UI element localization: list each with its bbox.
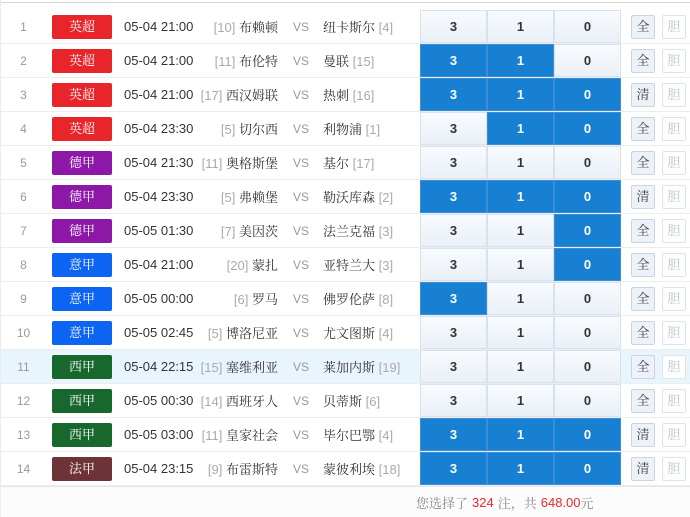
pick-win-button[interactable]: 3 <box>420 78 487 111</box>
vs-label: VS <box>292 461 309 476</box>
pick-draw-button[interactable]: 1 <box>487 316 554 349</box>
match-list <box>1 10 690 486</box>
home-team <box>200 221 284 240</box>
away-name: 纽卡斯尔 <box>323 20 376 35</box>
match-row <box>1 316 690 350</box>
dan-button[interactable]: 胆 <box>662 151 686 175</box>
home-rank: [17] <box>200 88 223 103</box>
match-number: 1 <box>20 19 27 34</box>
select-all-button[interactable]: 全 <box>631 321 655 345</box>
pick-draw-button[interactable]: 1 <box>487 78 554 111</box>
away-team <box>318 85 420 104</box>
league-badge: 德甲 <box>52 219 112 243</box>
bet-count: 324 <box>472 494 494 510</box>
pick-win-button[interactable]: 3 <box>420 44 487 77</box>
home-name: 蒙扎 <box>251 258 278 273</box>
vs-label: VS <box>292 53 309 68</box>
away-rank: [4] <box>378 326 394 341</box>
dan-button[interactable]: 胆 <box>662 83 686 107</box>
league-badge: 法甲 <box>52 457 112 481</box>
pick-draw-button[interactable]: 1 <box>487 248 554 281</box>
select-all-button[interactable]: 全 <box>631 117 655 141</box>
vs-label: VS <box>292 393 309 408</box>
away-rank: [6] <box>365 394 381 409</box>
home-name: 布伦特 <box>238 54 278 69</box>
dan-button[interactable]: 胆 <box>662 321 686 345</box>
league-badge: 英超 <box>52 49 112 73</box>
pick-lose-button[interactable]: 0 <box>554 10 621 43</box>
row-actions <box>621 219 690 243</box>
match-time: 05-05 03:00 <box>124 427 194 442</box>
pick-win-button[interactable]: 3 <box>420 214 487 247</box>
away-rank: [2] <box>378 190 394 205</box>
home-name: 博洛尼亚 <box>225 326 278 341</box>
home-team <box>200 391 284 410</box>
row-actions <box>621 15 690 39</box>
select-all-button[interactable]: 全 <box>631 355 655 379</box>
row-actions <box>621 151 690 175</box>
away-rank: [4] <box>378 428 394 443</box>
away-team <box>318 153 420 172</box>
match-row <box>1 44 690 78</box>
row-actions <box>621 457 690 481</box>
match-row <box>1 350 690 384</box>
pick-draw-button[interactable]: 1 <box>487 112 554 145</box>
match-number: 2 <box>20 53 27 68</box>
away-rank: [4] <box>378 20 394 35</box>
home-rank: [5] <box>220 190 236 205</box>
away-team <box>318 459 420 478</box>
dan-button[interactable]: 胆 <box>662 457 686 481</box>
away-team <box>318 119 420 138</box>
home-team <box>200 17 284 36</box>
pick-lose-button[interactable]: 0 <box>554 44 621 77</box>
vs-label: VS <box>292 257 309 272</box>
match-time: 05-04 21:00 <box>124 19 194 34</box>
home-rank: [5] <box>207 326 223 341</box>
vs-label: VS <box>292 155 309 170</box>
home-rank: [11] <box>201 156 223 171</box>
away-team <box>318 425 420 444</box>
summary-prefix: 您选择了 <box>416 495 469 511</box>
league-badge: 英超 <box>52 15 112 39</box>
away-name: 蒙彼利埃 <box>323 462 376 477</box>
away-rank: [8] <box>378 292 394 307</box>
away-rank: [16] <box>352 88 375 103</box>
match-row <box>1 384 690 418</box>
match-row <box>1 112 690 146</box>
away-name: 尤文图斯 <box>323 326 376 341</box>
pick-lose-button[interactable]: 0 <box>554 350 621 383</box>
away-rank: [1] <box>365 122 381 137</box>
home-name: 切尔西 <box>238 122 278 137</box>
home-team <box>200 153 284 172</box>
pick-draw-button[interactable]: 1 <box>487 418 554 451</box>
row-actions <box>621 83 690 107</box>
away-team <box>318 289 420 308</box>
summary-suffix: 元 <box>580 495 594 511</box>
select-all-button[interactable]: 清 <box>631 185 655 209</box>
home-name: 弗赖堡 <box>238 190 278 205</box>
select-all-button[interactable]: 清 <box>631 423 655 447</box>
away-name: 亚特兰大 <box>323 258 376 273</box>
away-name: 基尔 <box>323 156 350 171</box>
away-name: 热刺 <box>323 88 350 103</box>
home-team <box>200 85 284 104</box>
select-all-button[interactable]: 全 <box>631 15 655 39</box>
match-row <box>1 248 690 282</box>
away-rank: [15] <box>352 54 375 69</box>
league-badge: 意甲 <box>52 321 112 345</box>
pick-draw-button[interactable]: 1 <box>487 384 554 417</box>
vs-label: VS <box>292 189 309 204</box>
match-number: 7 <box>20 223 27 238</box>
match-row <box>1 418 690 452</box>
away-rank: [19] <box>378 360 401 375</box>
pick-lose-button[interactable]: 0 <box>554 112 621 145</box>
league-badge: 德甲 <box>52 151 112 175</box>
match-number: 5 <box>20 155 27 170</box>
away-rank: [3] <box>378 224 394 239</box>
match-number: 12 <box>16 393 31 408</box>
home-rank: [15] <box>200 360 223 375</box>
match-number: 9 <box>20 291 27 306</box>
match-number: 13 <box>16 427 31 442</box>
pick-lose-button[interactable]: 0 <box>554 384 621 417</box>
home-name: 罗马 <box>251 292 278 307</box>
dan-button[interactable]: 胆 <box>662 287 686 311</box>
league-badge: 西甲 <box>52 423 112 447</box>
pick-draw-button[interactable]: 1 <box>487 10 554 43</box>
pick-lose-button[interactable]: 0 <box>554 214 621 247</box>
league-badge: 德甲 <box>52 185 112 209</box>
match-number: 10 <box>16 325 31 340</box>
away-rank: [17] <box>352 156 375 171</box>
top-divider <box>1 2 690 3</box>
match-time: 05-04 23:15 <box>124 461 194 476</box>
league-badge: 英超 <box>52 117 112 141</box>
dan-button[interactable]: 胆 <box>662 355 686 379</box>
total-amount: 648.00 <box>540 494 581 510</box>
match-number: 11 <box>17 359 30 374</box>
pick-lose-button[interactable]: 0 <box>554 78 621 111</box>
match-time: 05-04 21:00 <box>124 257 194 272</box>
vs-label: VS <box>292 325 309 340</box>
pick-win-button[interactable]: 3 <box>420 10 487 43</box>
match-time: 05-05 00:30 <box>124 393 194 408</box>
home-name: 塞维利亚 <box>225 360 278 375</box>
away-name: 毕尔巴鄂 <box>323 428 376 443</box>
select-all-button[interactable]: 全 <box>631 253 655 277</box>
select-all-button[interactable]: 全 <box>631 151 655 175</box>
home-name: 布雷斯特 <box>225 462 278 477</box>
select-all-button[interactable]: 全 <box>631 219 655 243</box>
home-team <box>200 357 284 376</box>
home-name: 奥格斯堡 <box>225 156 278 171</box>
league-badge: 西甲 <box>52 355 112 379</box>
away-name: 法兰克福 <box>323 224 376 239</box>
row-actions <box>621 355 690 379</box>
dan-button[interactable]: 胆 <box>662 15 686 39</box>
home-name: 美因茨 <box>238 224 278 239</box>
away-name: 贝蒂斯 <box>323 394 363 409</box>
league-badge: 意甲 <box>52 253 112 277</box>
home-rank: [14] <box>200 394 223 409</box>
home-name: 皇家社会 <box>225 428 278 443</box>
home-rank: [11] <box>201 428 223 443</box>
row-actions <box>621 287 690 311</box>
away-rank: [18] <box>378 462 401 477</box>
pick-win-button[interactable]: 3 <box>420 146 487 179</box>
select-all-button[interactable]: 全 <box>631 49 655 73</box>
pick-win-button[interactable]: 3 <box>420 418 487 451</box>
match-row <box>1 146 690 180</box>
pick-win-button[interactable]: 3 <box>420 316 487 349</box>
row-actions <box>621 185 690 209</box>
select-all-button[interactable]: 全 <box>631 287 655 311</box>
away-team <box>318 391 420 410</box>
match-row <box>1 282 690 316</box>
home-team <box>200 289 284 308</box>
row-actions <box>621 117 690 141</box>
home-name: 西班牙人 <box>225 394 278 409</box>
pick-draw-button[interactable]: 1 <box>487 282 554 315</box>
vs-label: VS <box>292 359 309 374</box>
home-team <box>200 255 284 274</box>
match-number: 6 <box>20 189 27 204</box>
pick-lose-button[interactable]: 0 <box>554 180 621 213</box>
away-team <box>318 187 420 206</box>
home-team <box>200 425 284 444</box>
away-team <box>318 221 420 240</box>
row-actions <box>621 321 690 345</box>
match-time: 05-04 23:30 <box>124 189 194 204</box>
match-number: 3 <box>20 87 27 102</box>
pick-win-button[interactable]: 3 <box>420 282 487 315</box>
pick-win-button[interactable]: 3 <box>420 248 487 281</box>
match-time: 05-05 01:30 <box>124 223 194 238</box>
selection-summary-bar <box>1 486 690 517</box>
pick-lose-button[interactable]: 0 <box>554 452 621 485</box>
match-time: 05-04 23:30 <box>124 121 194 136</box>
home-rank: [9] <box>207 462 223 477</box>
pick-win-button[interactable]: 3 <box>420 384 487 417</box>
home-rank: [11] <box>214 54 236 69</box>
dan-button[interactable]: 胆 <box>662 219 686 243</box>
match-row <box>1 78 690 112</box>
pick-lose-button[interactable]: 0 <box>554 418 621 451</box>
away-team <box>318 323 420 342</box>
match-time: 05-05 02:45 <box>124 325 194 340</box>
vs-label: VS <box>292 427 309 442</box>
match-row <box>1 214 690 248</box>
home-team <box>200 323 284 342</box>
away-team <box>318 17 420 36</box>
match-number: 14 <box>16 461 31 476</box>
home-rank: [10] <box>213 20 236 35</box>
row-actions <box>621 389 690 413</box>
pick-lose-button[interactable]: 0 <box>554 282 621 315</box>
dan-button[interactable]: 胆 <box>662 117 686 141</box>
home-rank: [20] <box>226 258 249 273</box>
home-rank: [7] <box>220 224 236 239</box>
pick-lose-button[interactable]: 0 <box>554 316 621 349</box>
home-team <box>200 51 284 70</box>
match-time: 05-05 00:00 <box>124 291 194 306</box>
pick-draw-button[interactable]: 1 <box>487 350 554 383</box>
away-team <box>318 51 420 70</box>
pick-draw-button[interactable]: 1 <box>487 44 554 77</box>
away-name: 佛罗伦萨 <box>323 292 376 307</box>
away-name: 曼联 <box>323 54 350 69</box>
home-team <box>200 187 284 206</box>
pick-draw-button[interactable]: 1 <box>487 146 554 179</box>
away-team <box>318 357 420 376</box>
dan-button[interactable]: 胆 <box>662 253 686 277</box>
pick-win-button[interactable]: 3 <box>420 180 487 213</box>
summary-middle: 注，共 <box>497 495 537 511</box>
select-all-button[interactable]: 清 <box>631 457 655 481</box>
pick-draw-button[interactable]: 1 <box>487 452 554 485</box>
match-time: 05-04 22:15 <box>124 359 194 374</box>
home-name: 西汉姆联 <box>225 88 278 103</box>
pick-win-button[interactable]: 3 <box>420 452 487 485</box>
league-badge: 英超 <box>52 83 112 107</box>
home-name: 布赖顿 <box>238 20 278 35</box>
match-time: 05-04 21:30 <box>124 155 194 170</box>
match-row <box>1 180 690 214</box>
away-name: 利物浦 <box>323 122 363 137</box>
vs-label: VS <box>292 223 309 238</box>
select-all-button[interactable]: 清 <box>631 83 655 107</box>
vs-label: VS <box>292 291 309 306</box>
dan-button[interactable]: 胆 <box>662 185 686 209</box>
home-team <box>200 459 284 478</box>
match-number: 8 <box>20 257 27 272</box>
home-rank: [6] <box>233 292 249 307</box>
pick-draw-button[interactable]: 1 <box>487 180 554 213</box>
top-edge <box>1 0 690 10</box>
league-badge: 西甲 <box>52 389 112 413</box>
dan-button[interactable]: 胆 <box>662 423 686 447</box>
pick-win-button[interactable]: 3 <box>420 112 487 145</box>
pick-win-button[interactable]: 3 <box>420 350 487 383</box>
pick-draw-button[interactable]: 1 <box>487 214 554 247</box>
home-rank: [5] <box>220 122 236 137</box>
away-rank: [3] <box>378 258 394 273</box>
match-time: 05-04 21:00 <box>124 87 194 102</box>
row-actions <box>621 49 690 73</box>
match-time: 05-04 21:00 <box>124 53 194 68</box>
dan-button[interactable]: 胆 <box>662 389 686 413</box>
away-name: 勒沃库森 <box>323 190 376 205</box>
league-badge: 意甲 <box>52 287 112 311</box>
home-team <box>200 119 284 138</box>
vs-label: VS <box>292 19 309 34</box>
match-number: 4 <box>20 121 27 136</box>
row-actions <box>621 423 690 447</box>
vs-label: VS <box>292 121 309 136</box>
pick-lose-button[interactable]: 0 <box>554 248 621 281</box>
match-row <box>1 10 690 44</box>
match-row <box>1 452 690 486</box>
pick-lose-button[interactable]: 0 <box>554 146 621 179</box>
select-all-button[interactable]: 全 <box>631 389 655 413</box>
dan-button[interactable]: 胆 <box>662 49 686 73</box>
away-team <box>318 255 420 274</box>
away-name: 莱加内斯 <box>323 360 376 375</box>
vs-label: VS <box>292 87 309 102</box>
row-actions <box>621 253 690 277</box>
